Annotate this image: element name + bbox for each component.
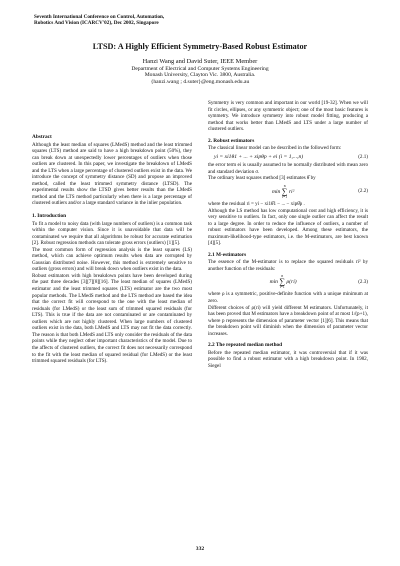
- intro-paragraph-2: The most common form of regression analysis is the least squares (LS) method, which can achieve optimum results when data are corrupted by Gaussian distributed noise. However, this method is extremely sensitive to outliers (gross errors) and will break down when outliers exist in the data.: [32, 246, 192, 273]
- m-paragraph-1: The essence of the M-estimator is to replace the squared residuals ri² by another function of the residuals:: [208, 259, 368, 272]
- right-column: [208, 100, 368, 370]
- equation-2-3: [208, 274, 368, 289]
- equation-2-2-number: (2.2): [358, 188, 368, 195]
- summation-symbol: n ∑ i=1: [281, 184, 288, 200]
- equation-2-3-min: min: [269, 279, 278, 286]
- equation-2-3-term: ρ(ri): [286, 279, 297, 286]
- robust-paragraph-2: the error term ei is usually assumed to be normally distributed with mean zero and standard deviation σ.: [208, 162, 368, 175]
- equation-2-1-number: (2.1): [358, 153, 368, 160]
- robust-paragraph-5: Although the LS method has low computational cost and high efficiency, it is very sensitive to outliers. In fact, only one single outlier can affect the result to a large degree. In order to reduce the influence of outliers, a number of robust estimators have been developed. Among these estimators, the maximum-likelihood-type estimators, i.e. the M-estimators, are best known [4][5].: [208, 207, 368, 247]
- m-paragraph-3: Different choices of ρ(ri) will yield different M estimators. Unfortunately, it has been proved that M estimators have a breakdown point of at most 1/(p+1), where p represents the dimension of parameter vector [1][6]. This means that the breakdown point will diminish when the dimension of parameter vector increases.: [208, 304, 368, 337]
- abstract-text: Although the least median of squares (LMedS) method and the least trimmed squares (LTS) method are said to have a high breakdown point (50%), they can break down at unexpectedly lower percentages of outliers when those outliers are clustered. In this paper, we investigate the breakdown of LMedS and the LTS when a large percentage of clustered outliers exist in the data. We introduce the concept of symmetry distance (SD) and propose an improved method, called the least trimmed symmetry distance (LTSD). The experimental results show the LTSD gives better results than the LMedS method and the LTS method particularly when there is a large percentage of clustered outliers and/or a large standard variance in the inlier population.: [32, 141, 192, 207]
- equation-2-2-term: ri²: [288, 188, 295, 195]
- conference-line-2: Robotics And Vision (ICARCV'02), Dec 2002, Singapore: [34, 20, 159, 27]
- conference-header: [34, 14, 234, 27]
- robust-paragraph-1: The classical linear model can be described in the followed form:: [208, 145, 342, 152]
- robust-paragraph-4: where the residual ri = yi − xi1θ̂1 − ... − xipθ̂p .: [208, 201, 305, 208]
- email: {hanzi.wang ; d.suter}@eng.monash.edu.au: [150, 78, 250, 85]
- equation-2-1-body: yi = xi1θ1 + ... + xipθp + ei (i = 1,...,n): [214, 153, 304, 160]
- university: Monash University, Clayton Vic. 3800, Australia.: [144, 72, 256, 79]
- paper-title: LTSD: A Highly Efficient Symmetry-Based Robust Estimator: [92, 42, 308, 51]
- intro-paragraph-3: Robust estimators with high breakdown points have been developed during the past three decades [3][7][8][16]. The least median of squares (LMedS) estimator and the least trimmed squares (LTS) estimator are the two most popular methods. The LMedS method and the LTS method are based the idea that the correct fit will correspond to the one with the least median of residuals (for LMedS) or the least sum of trimmed squared residuals (for LTS). This is true if the data are not contaminated or are contaminated by outliers which are not highly clustered. When large numbers of clustered outliers exist in the data, both LMedS and LTS may not fit the data correctly. The reason is that both LMedS and LTS only consider the residuals of the data points while they neglect other important characteristics of the model. Due to the affects of clustered outliers, the correct fit does not necessarily correspond to the fit with the least median of squared residual (for LMedS) or the least trimmed squared residuals (for LTS).: [32, 272, 192, 365]
- page-number: 332: [195, 546, 205, 552]
- equation-2-1: [208, 154, 368, 161]
- section-heading-robust-estimators: 2. Robust estimators: [208, 137, 255, 144]
- robust-paragraph-3: The ordinary least squares method [3] estimates θ̂ by: [208, 175, 316, 182]
- section-heading-introduction: 1. Introduction: [32, 213, 67, 220]
- repeated-median-paragraph: Before the repeated median estimator, it was controversial that if it was possible to find a robust estimator with a high breakdown point. In 1982, Siegel: [208, 349, 368, 369]
- equation-2-2-min: min: [271, 188, 281, 195]
- abstract-heading: Abstract: [32, 134, 52, 140]
- department: Department of Electrical and Computer Systems Engineering: [131, 65, 269, 72]
- equation-2-3-number: (2.3): [358, 278, 368, 285]
- conference-line-1: Seventh International Conference on Control, Automation,: [34, 14, 165, 20]
- symmetry-paragraph: Symmetry is very common and important in our world [19-32]. When we will fit circles, ellipses, or any symmetric object; one of the most basic features is symmetry. We introduce symmetry into robust model fitting, producing a method that works better than LMedS and LTS under a large number of clustered outliers.: [208, 100, 368, 133]
- m-paragraph-2: where ρ is a symmetric, positive-definite function with a unique minimum at zero.: [208, 291, 368, 305]
- section-heading-repeated-median: 2.2 The repeated median method: [208, 342, 283, 349]
- equation-2-2: [208, 184, 368, 199]
- author-block: [0, 58, 400, 85]
- author-names: Hanzi Wang and David Suter, IEEE Member: [142, 58, 258, 65]
- intro-paragraph-1: To fit a model to noisy data (with large numbers of outliers) is a common task within the computer vision. Since it is unavoidable that data will be contaminated we require that all algorithms be robust for accurate estimation [2]. Robust regression methods can tolerate gross errors (outliers) [1][5].: [32, 220, 192, 247]
- section-heading-m-estimators: 2.1 M-estimators: [208, 251, 247, 258]
- summation-symbol: n ∑ i=1: [279, 274, 286, 290]
- left-column: [32, 134, 192, 365]
